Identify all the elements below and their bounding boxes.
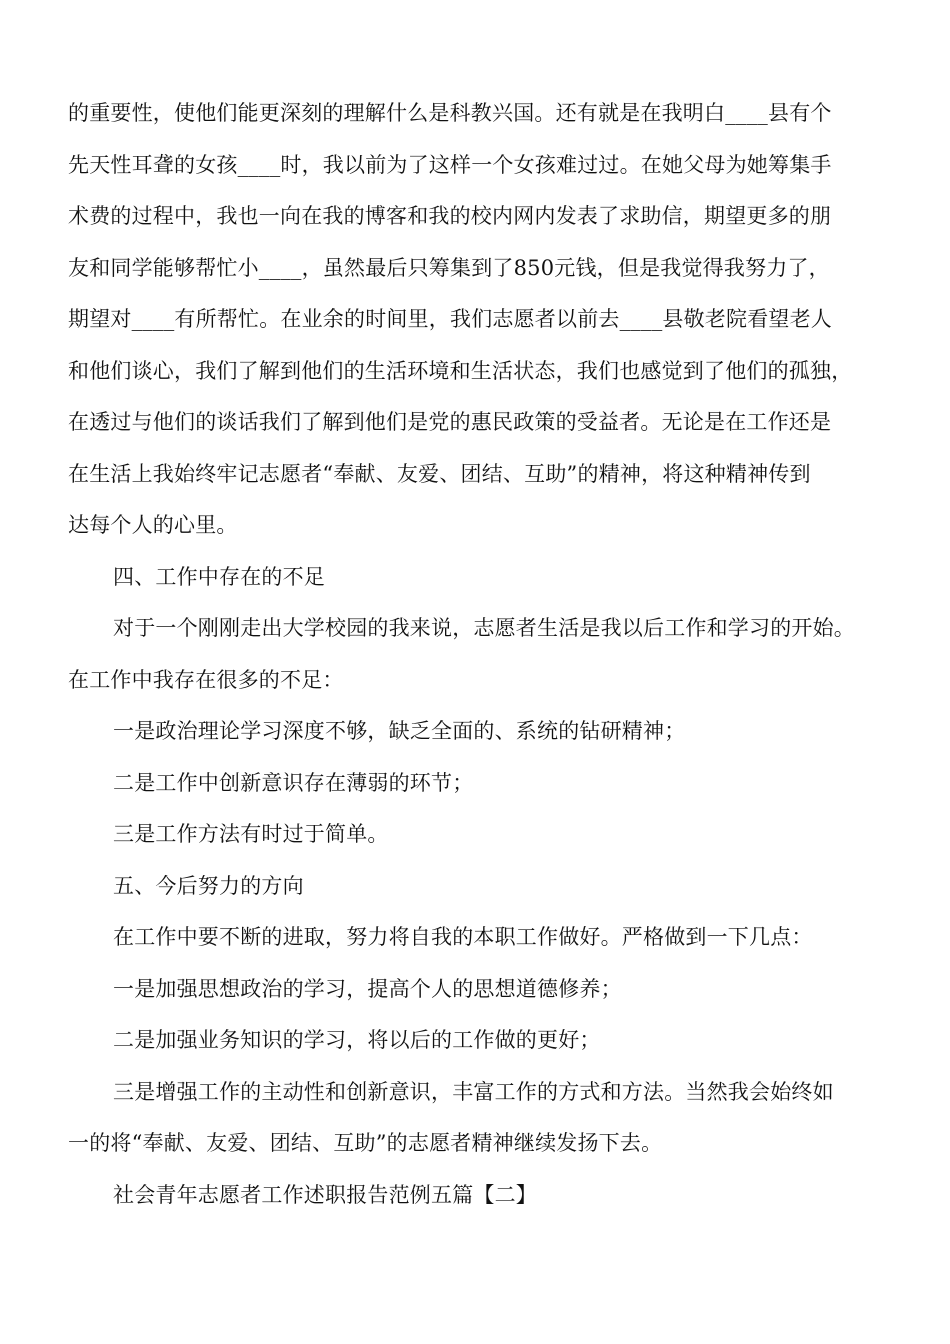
text-line: 三是增强工作的主动性和创新意识，丰富工作的方式和方法。当然我会始终如	[113, 1079, 834, 1104]
text-line: 在透过与他们的谈话我们了解到他们是党的惠民政策的受益者。无论是在工作还是	[68, 410, 832, 434]
text-line: 期望对____有所帮忙。在业余的时间里，我们志愿者以前去____县敬老院看望老人	[68, 307, 832, 331]
continuation-paragraph	[68, 88, 888, 552]
text-line: 在工作中我存在很多的不足：	[68, 667, 344, 692]
section-four-intro	[68, 603, 888, 706]
shortcoming-item: 二是工作中创新意识存在薄弱的环节；	[113, 770, 474, 795]
text-line: 达每个人的心里。	[68, 513, 238, 537]
text-line: 的重要性，使他们能更深刻的理解什么是科教兴国。还有就是在我明白____县有个	[68, 101, 832, 125]
section-five-heading: 五、今后努力的方向	[113, 873, 304, 898]
direction-item: 一是加强思想政治的学习，提高个人的思想道德修养；	[113, 976, 622, 1001]
text-line: 一的将“奉献、友爱、团结、互助”的志愿者精神继续发扬下去。	[68, 1131, 663, 1155]
text-line: 在生活上我始终牢记志愿者“奉献、友爱、团结、互助”的精神，将这种精神传到	[68, 461, 811, 486]
direction-item-three	[68, 1067, 888, 1170]
document-body	[68, 88, 888, 1221]
text-line: 友和同学能够帮忙小____，虽然最后只筹集到了850元钱，但是我觉得我努力了，	[68, 255, 830, 280]
shortcoming-item: 一是政治理论学习深度不够，缺乏全面的、系统的钻研精神；	[113, 719, 686, 743]
text-line: 和他们谈心，我们了解到他们的生活环境和生活状态，我们也感觉到了他们的孤独，	[68, 358, 853, 383]
text-line: 对于一个刚刚走出大学校园的我来说，志愿者生活是我以后工作和学习的开始。	[113, 616, 855, 640]
direction-item: 二是加强业务知识的学习，将以后的工作做的更好；	[113, 1028, 601, 1052]
section-five-intro: 在工作中要不断的进取，努力将自我的本职工作做好。严格做到一下几点：	[113, 925, 813, 949]
shortcoming-item: 三是工作方法有时过于简单。	[113, 822, 389, 846]
text-line: 先天性耳聋的女孩____时，我以前为了这样一个女孩难过过。在她父母为她筹集手	[68, 152, 832, 177]
section-four-heading: 四、工作中存在的不足	[113, 564, 325, 589]
next-article-title: 社会青年志愿者工作述职报告范例五篇【二】	[113, 1182, 537, 1207]
text-line: 术费的过程中，我也一向在我的博客和我的校内网内发表了求助信，期望更多的朋	[68, 204, 832, 228]
